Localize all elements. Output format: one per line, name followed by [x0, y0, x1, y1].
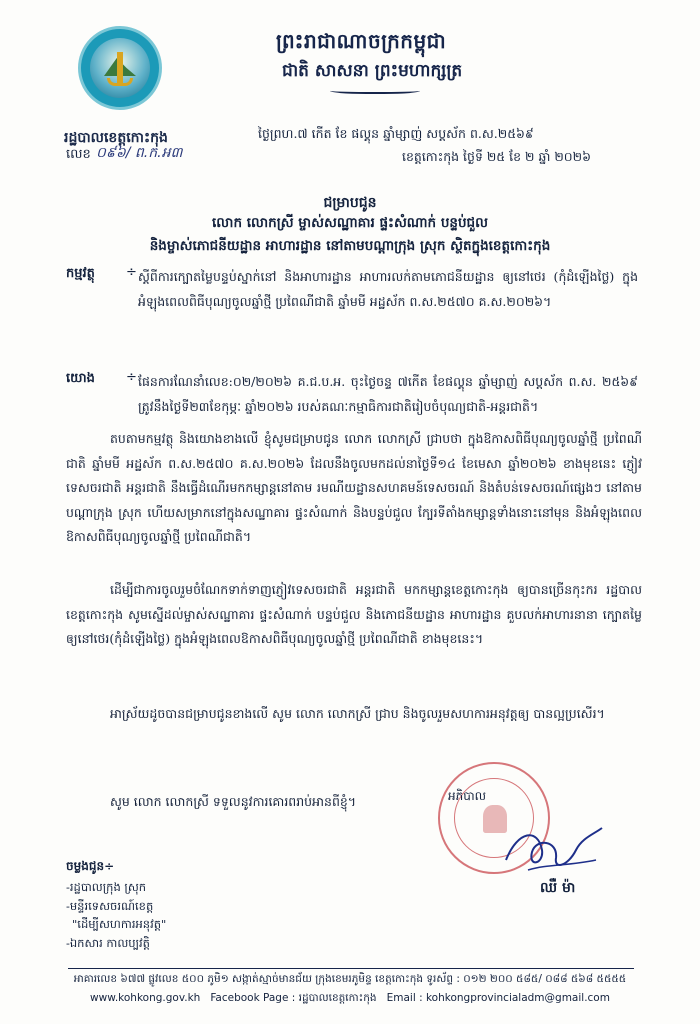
- footer-facebook-label: Facebook Page :: [210, 992, 296, 1004]
- footer-facebook-link[interactable]: រដ្ឋបាលខេត្តកោះកុង: [298, 992, 377, 1004]
- recipient-heading: ជម្រាបជូន: [323, 195, 377, 211]
- body-paragraph-1: តបតាមកម្មវត្ថុ និងយោងខាងលើ ខ្ញុំសូមជម្រាបជូន លោក លោកស្រី ជ្រាបថា ក្នុងឱកាសពិធីបុណ្យចូលឆ្នាំថ្មី ប្រពៃណីជាតិ ឆ្នាំមមី អដ្ឋស័ក ព.ស.២៥៧០ គ.ស.២០២៦ ដែលនឹងចូលមកដល់នាថ្ងៃទី១៤ ខែមេសា ឆ្នាំ២០២៦ ខាងមុខនេះ ភ្ញៀវទេសចរជាតិ អន្តរជាតិ នឹងធ្វើដំណើរមកកម្សាន្តនៅតាម រមណីយដ្ឋានសហគមន៍ទេសចរណ៍ និងតំបន់ទេសចរណ៍ផ្សេងៗ នៅតាមបណ្តាក្រុង ស្រុក ហើយសម្រាកនៅក្នុងសណ្ឋាគារ ផ្ទះសំណាក់ និងបន្ទប់ជួល ក្បែរទីតាំងកម្សាន្តទាំងនោះនៅមុន និងអំឡុងពេលឱកាសពិធីបុណ្យចូលឆ្នាំថ្មី ប្រពៃណីជាតិ។: [66, 431, 642, 544]
- logo-anchor-base-icon: [107, 78, 133, 86]
- footer-address: អាគារលេខ ៦៧៧ ផ្លូវលេខ ៥០០ ភូមិ១ សង្កាត់ស្មាច់មានជ័យ ក្រុងខេមរភូមិន្ទ ខេត្តកោះកុង ទូរស័ព្ទ : ០១២ ២០០ ៥៨៥/ ០៨៨ ៥៦៨ ៥៥៥៥: [73, 973, 627, 985]
- footer-email-label: Email :: [386, 992, 423, 1004]
- cc-item: -ឯកសារ កាលប្បវត្តិ: [66, 936, 150, 950]
- subject-label: កម្មវត្ថុ: [66, 266, 95, 281]
- signer-name: ឈឺ ម៉ា: [540, 880, 576, 896]
- footer-contacts: [0, 992, 700, 1007]
- subject-separator: ÷: [126, 265, 137, 280]
- logo-emblem-icon: [90, 38, 150, 98]
- office-name: រដ្ឋបាលខេត្តកោះកុង: [64, 130, 168, 146]
- handwritten-signature-icon: [498, 820, 608, 880]
- body-paragraph-3: អាស្រ័យដូចបានជម្រាបជូនខាងលើ សូម លោក លោកស្រី ជ្រាប និងចូលរួមសហការអនុវត្តឲ្យ បានល្អប្រសើរ។: [110, 706, 605, 721]
- solar-date: ខេត្តកោះកុង ថ្ងៃទី ២៥ ខែ ២ ឆ្នាំ ២០២៦: [402, 149, 591, 164]
- footer-website-link[interactable]: www.kohkong.gov.kh: [90, 992, 201, 1004]
- footer-divider: [68, 968, 634, 969]
- kingdom-title: ព្រះរាជាណាចក្រកម្ពុជា: [276, 29, 447, 53]
- reference-text: ផែនការណែនាំលេខ:០២/២០២៦ គ.ជ.ប.អ. ចុះថ្ងៃចន្ទ ៧កើត ខែផល្គុន ឆ្នាំម្សាញ់ សប្តស័ក ព.ស. ២៥៦៩ ត្រូវនឹងថ្ងៃទី២៣ខែកុម្ភៈ ឆ្នាំ២០២៦ របស់គណៈកម្មាធិការជាតិរៀបចំបុណ្យជាតិ-អន្តរជាតិ។: [138, 374, 638, 414]
- reference-separator: ÷: [126, 370, 137, 385]
- signer-role: អភិបាល: [448, 789, 487, 803]
- footer-email-link[interactable]: kohkongprovincialadm@gmail.com: [425, 992, 610, 1004]
- recipient-line-2: និងម្ចាស់ភោជនីយដ្ឋាន អាហារដ្ឋាន នៅតាមបណ្តាក្រុង ស្រុក ស្ថិតក្នុងខេត្តកោះកុង: [149, 238, 551, 254]
- header-divider: [330, 86, 420, 94]
- subject-text: ស្តីពីការក្បោតម្លៃបន្ទប់ស្នាក់នៅ និងអាហារដ្ឋាន អាហារលក់តាមភោជនីយដ្ឋាន ឲ្យនៅថេរ (កុំដំឡើងថ្លៃ) ក្នុងអំឡុងពេលពិធីបុណ្យចូលឆ្នាំថ្មី ប្រពៃណីជាតិ ឆ្នាំមមី អដ្ឋស័ក ព.ស.២៥៧០ គ.ស.២០២៦។: [138, 269, 638, 309]
- lunar-date: ថ្ងៃព្រហ.៧ កើត ខែ ផល្គុន ឆ្នាំម្សាញ់ សប្តស័ក ព.ស.២៥៦៩: [258, 126, 534, 141]
- reference-label: យោង: [66, 371, 95, 386]
- cc-item: "ដើម្បីសហការអនុវត្ត": [72, 917, 167, 931]
- reference-number: ០៩៦/ ព.ក.អ៣: [96, 145, 183, 161]
- cc-heading: ចម្លងជូន÷: [66, 859, 115, 873]
- national-motto: ជាតិ សាសនា ព្រះមហាក្សត្រ: [282, 61, 463, 81]
- body-paragraph-2: ដើម្បីជាការចូលរួមចំណែកទាក់ទាញភ្ញៀវទេសចរជាតិ អន្តរជាតិ មកកម្សាន្តខេត្តកោះកុង ឲ្យបានច្រើនកុះករ រដ្ឋបាលខេត្តកោះកុង សូមស្នើដល់ម្ចាស់សណ្ឋាគារ ផ្ទះសំណាក់ បន្ទប់ជួល និងភោជនីយដ្ឋាន អាហារដ្ឋាន គួបលក់អាហារនានា ក្បោតម្លៃឲ្យនៅថេរ(កុំដំឡើងថ្លៃ) ក្នុងអំឡុងពេលឱកាសពិធីបុណ្យចូលឆ្នាំថ្មី ប្រពៃណីជាតិ ខាងមុខនេះ។: [66, 582, 642, 646]
- provincial-logo: [78, 26, 162, 110]
- closing-line: សូម លោក លោកស្រី ទទួលនូវការគោរពរាប់អានពីខ្ញុំ។: [110, 794, 357, 809]
- cc-item: -មន្ទីរទេសចរណ៍ខេត្ត: [66, 899, 154, 913]
- cc-item: -រដ្ឋបាលក្រុង ស្រុក: [66, 880, 147, 894]
- reference-prefix: លេខ: [66, 147, 91, 162]
- recipient-line-1: លោក លោកស្រី ម្ចាស់សណ្ឋាគារ ផ្ទះសំណាក់ បន្ទប់ជួល: [212, 215, 488, 231]
